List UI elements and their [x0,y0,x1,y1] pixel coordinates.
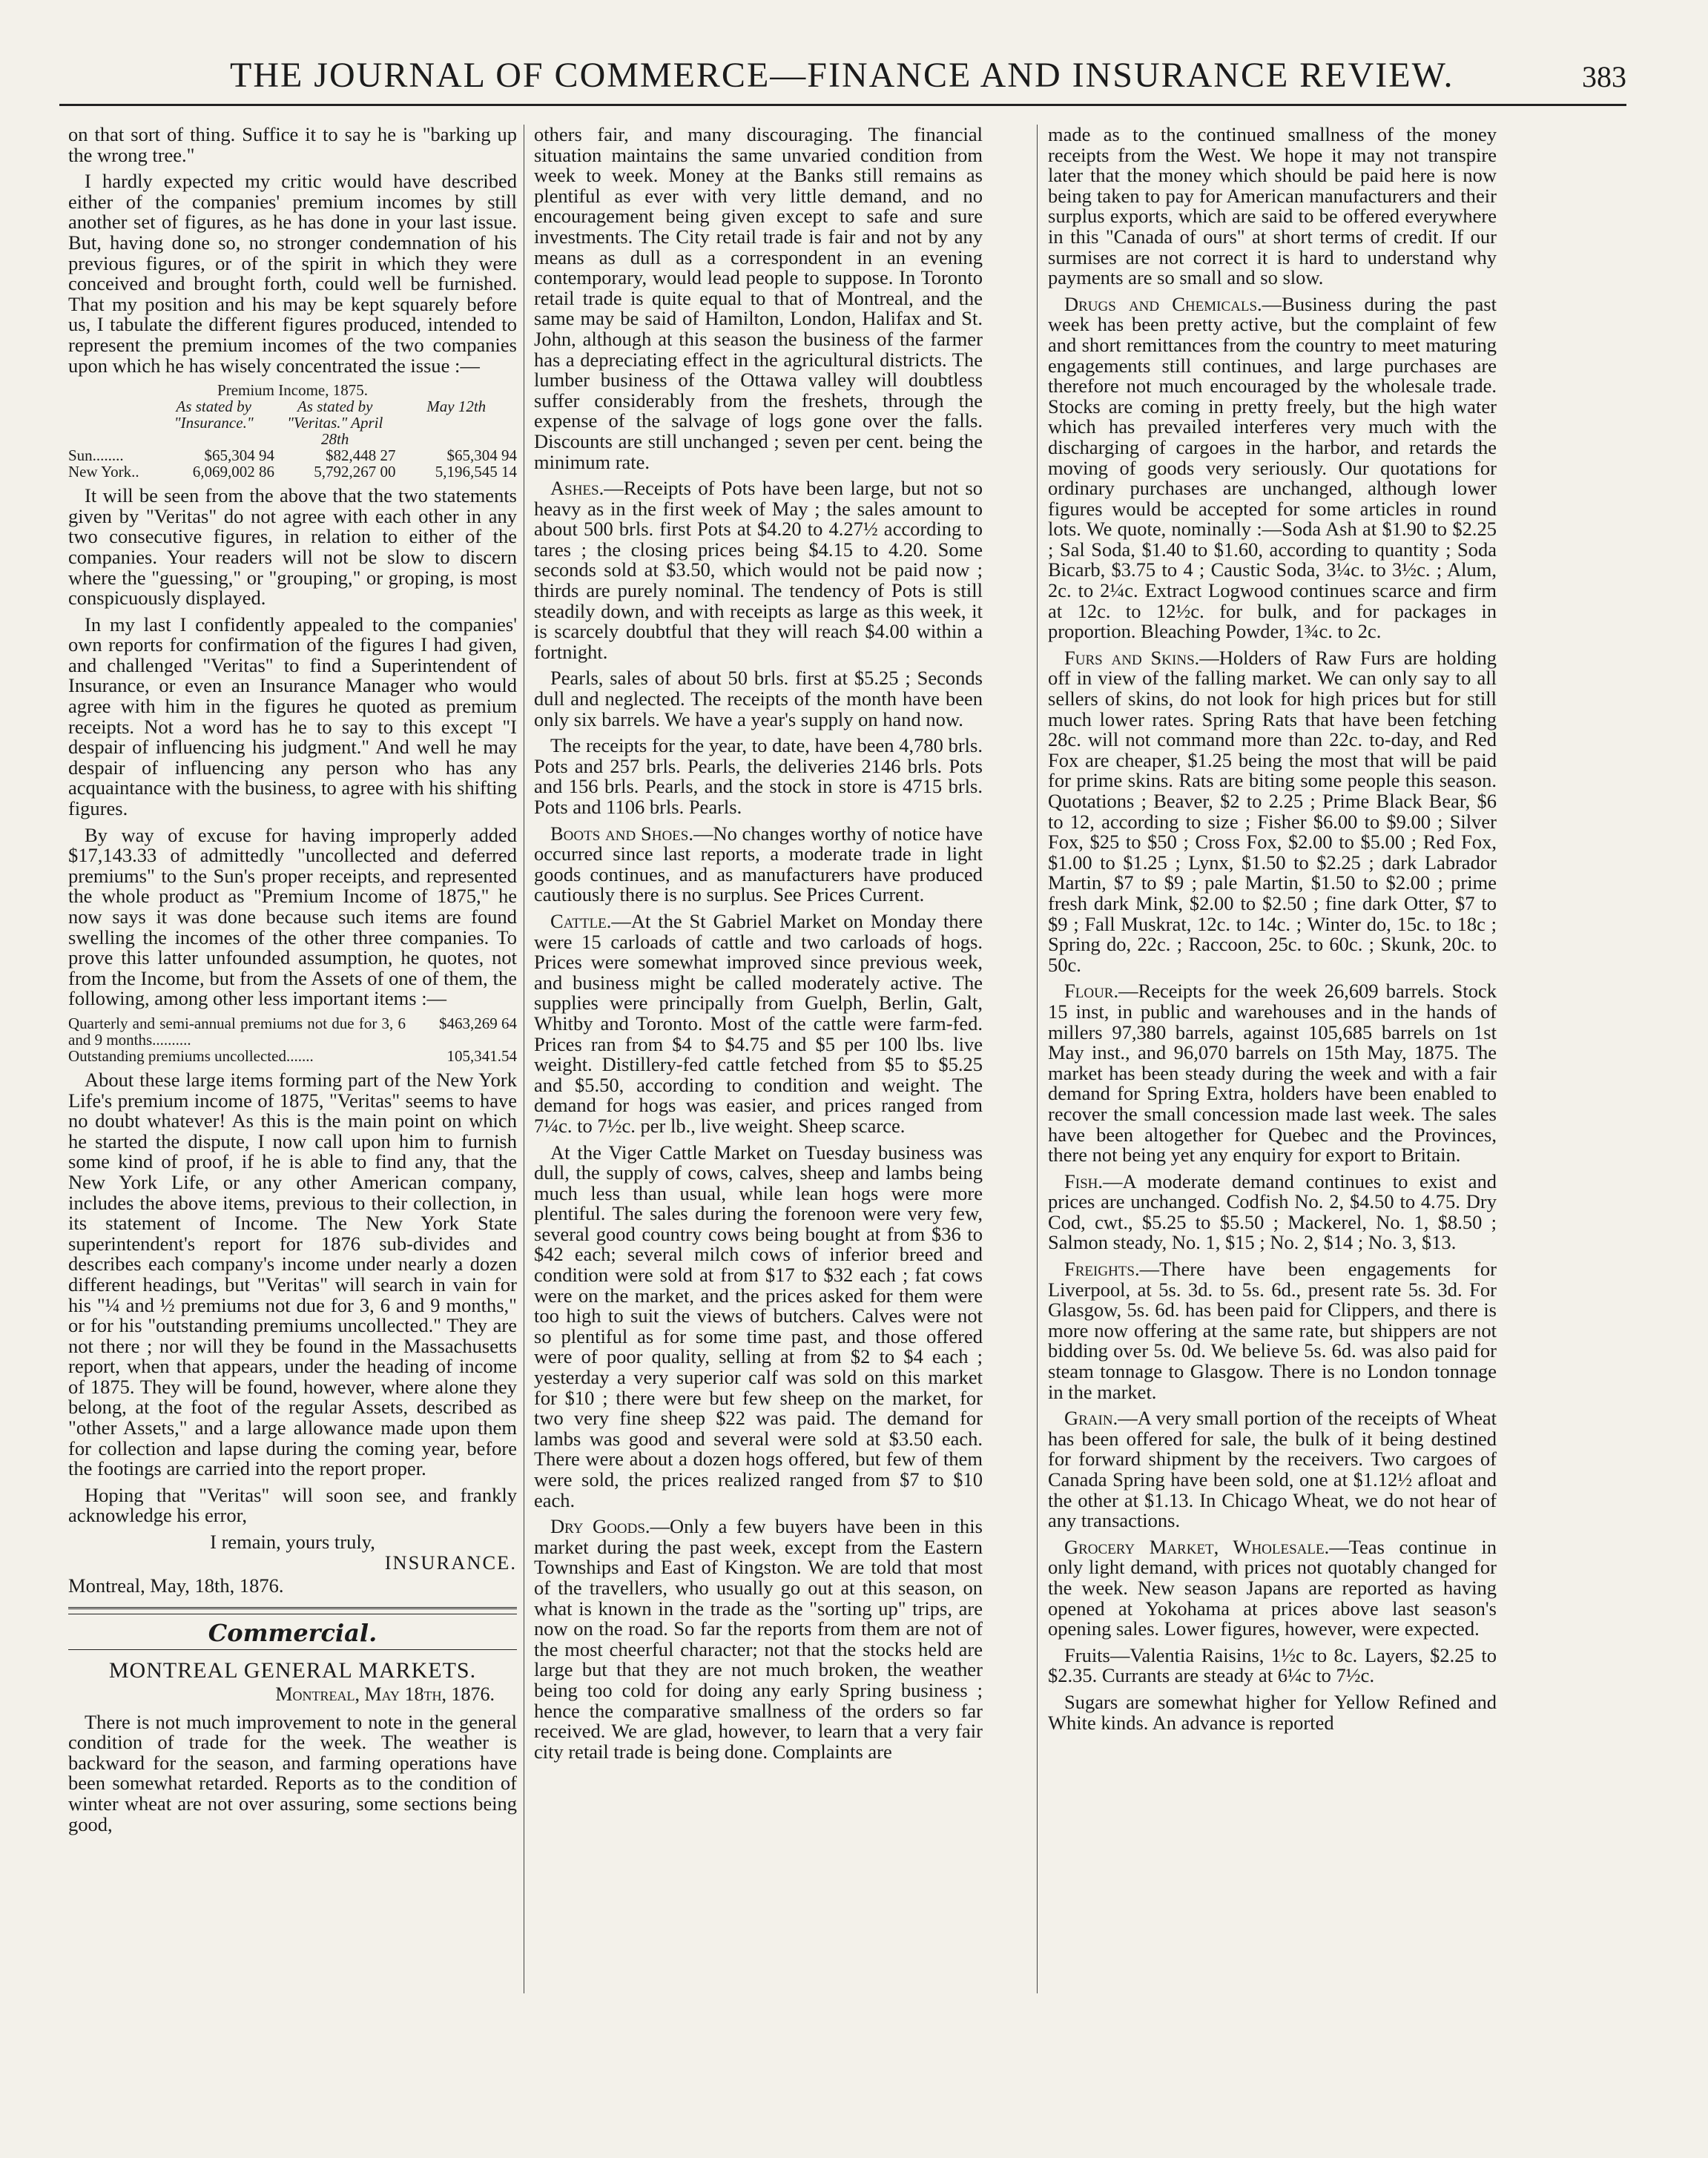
journal-title: THE JOURNAL OF COMMERCE—FINANCE AND INSURANCE REVIEW. [230,56,1454,95]
column-3 [1048,125,1497,1739]
item-description: Outstanding premiums uncollected....... [68,1046,314,1065]
paragraph-freights [1048,1259,1497,1402]
paragraph-body: —Teas continue in only light demand, with prices not quotably changed for the week. New season Japans are reported as having opened at Yokohama at prices above last season's opening sales. Lower figures, however, were expected. [1048,1535,1497,1640]
paragraph: Fruits—Valentia Raisins, 1½c to 8c. Layers, $2.25 to $2.35. Currants are steady at 6¼c to 7½c. [1048,1643,1497,1687]
assets-items [68,1015,517,1064]
item-value: 105,341.54 [446,1046,517,1065]
paragraph-body: —No changes worthy of notice have occurred since last reports, a moderate trade in light goods continues, and as manufacturers have produced cautiously there is no surplus. See Prices Current. [534,822,983,906]
dateline: Montreal, May, 18th, 1876. [68,1574,284,1597]
article-headline: MONTREAL GENERAL MARKETS. [108,1658,477,1683]
paragraph: The receipts for the year, to date, have been 4,780 brls. Pots and 257 brls. Pearls, the deliveries 2146 brls. Pots and 156 brls. Pearls, and the stock in store is 4715 brls. Pots and 1106 brls. Pearls. [534,734,983,818]
paragraph-lead: Grain. [1064,1407,1118,1430]
paragraph: In my last I confidently appealed to the companies' own reports for confirmation of the figures I had given, and challenged "Veritas" to find a Superintendent of Insurance, or even an Insurance Manager who would agree with him in the figures he quoted as premium receipts. Not a word has he to say to this except "I despair of influencing his judgment." And well he may despair of influencing any person who has any acquaintance with the business, to agree with his shifting figures. [68,613,517,820]
list-item [68,1015,517,1048]
paragraph-ashes [534,478,983,662]
paragraph: Pearls, sales of about 50 brls. first at $5.25 ; Seconds dull and neglected. The receipts of the month have been only six barrels. We have a year's supply on hand now. [534,667,983,730]
paragraph: There is not much improvement to note in the general condition of trade for the week. The weather is backward for the season, and farming operations have been somewhat retarded. Reports as to the condition of winter wheat are not over assuring, some sections being good, [68,1710,517,1835]
paragraph-body: —Holders of Raw Furs are holding off in view of the falling market. We can only say to all sellers of skins, do not look for high prices but for still much lower rates. Spring Rats that have been fetching 28c. will not command more than 22c. to-day, and Red Fox are cheaper, $1.25 being the most that will be paid for prime skins. Rats are biting some people this season. Quotations ; Beaver, $2 to 2.25 ; Prime Black Bear, $6 to 12, according to size ; Fisher $6.00 to $9.00 ; Silver Fox, $25 to $50 ; Cross Fox, $2.00 to $5.00 ; Red Fox, $1.00 to $1.25 ; Lynx, $1.50 to $2.25 ; dark Labrador Martin, $7 to $9 ; pale Martin, $1.50 to $2.00 ; prime fresh dark Mink, $2.00 to $2.50 ; fine dark Otter, $7 to $9 ; Fall Muskrat, 12c. to 14c. ; Winter do, 15c. to 18c ; Spring do, 22c. ; Raccoon, 25c. to 60c. ; Skunk, 20c. to 50c. [1048,646,1497,976]
paragraph-lead: Ashes. [550,477,604,500]
paragraph-fish [1048,1169,1497,1254]
paragraph: on that sort of thing. Suffice it to say he is "barking up the wrong tree." [68,123,517,166]
table-header-cell: As stated by "Veritas." April 28th [287,397,383,449]
paragraph: At the Viger Cattle Market on Tuesday business was dull, the supply of cows, calves, sheep and lambs being much less than usual, while lean hogs were more plentiful. The sales during the forenoon were very few, several good country cows being bought at from $36 to $42 each; several milch cows of inferior breed and condition were sold at from $17 to $32 each ; fat cows were on the market, and the prices asked for them were too high to suit the views of butchers. Calves were not so plentiful as for some time past, and those offered were of poor quality, selling at from $2 to $4 each ; yesterday a very superior calf was sold on this market for $10 ; there were but few sheep on the market, for two very fine sheep $22 was paid. The demand for lambs was good and several were sold at $3.50 each. There were about a dozen hogs offered, but few of them were sold, the prices realized ranged from $7 to $10 each. [534,1141,983,1511]
paragraph-boots [534,824,983,905]
paragraph-body: —Receipts for the week 26,609 barrels. Stock 15 inst, in public and warehouses and in the hands of millers 97,380 barrels, against 105,685 barrels on 1st May inst., and 96,070 barrels on 15th May, 1875. The market has been steady during the week and with a fair demand for Spring Extra, holders have been enabled to recover the small concession made last week. The sales have been altogether for Quebec and the Provinces, there not being yet any enquiry for export to Britain. [1048,980,1497,1167]
paragraph: By way of excuse for having improperly added $17,143.33 of admittedly "uncollected and deferred premiums" to the Sun's proper receipts, and represented the whole product as "Premium Income of 1875," he now says it was done because such items are found swelling the incomes of the other three companies. To prove this latter unfounded assumption, he quotes, not from the Income, but from the Assets of one of them, the following, among other less important items :— [68,823,517,1010]
paragraph-body: —At the St Gabriel Market on Monday there were 15 carloads of cattle and two carloads of hogs. Prices were somewhat improved since previous week, and business might be called moderately active. The supplies were principally from Guelph, Berlin, Galt, Whitby and Toronto. Most of the cattle were farm-fed. Prices ran from $4 to $4.75 and $5 per 100 lbs. live weight. Distillery-fed cattle fetched from $5 to $5.25 and $5.50, according to condition and weight. The demand for hogs was easier, and prices ranged from 7¼c. to 7½c. per lb., live weight. Sheep scarce. [534,909,983,1137]
paragraph-lead: Boots and Shoes. [550,822,693,845]
paragraph-body: —There have been engagements for Liverpool, at 5s. 3d. to 5s. 6d., present rate 5s. 3d. For Glasgow, 5s. 6d. has been paid for Clippers, and there is more now offering at the same rate, but shippers are not bidding over 5s. 0d. We believe 5s. 6d. was also paid for steam tonnage to Glasgow. There is no London tonnage in the market. [1048,1258,1497,1403]
paragraph-lead: Freights. [1064,1258,1140,1281]
table-cell: $65,304 94 [446,446,517,465]
paragraph-body: —A very small portion of the receipts of Wheat has been offered for sale, the bulk of it being destined for forward shipment by the receivers. Two cargoes of Canada Spring have been sold, one at $1.12½ afloat and the other at $1.13. In Chicago Wheat, we do not hear of any transactions. [1048,1407,1497,1532]
paragraph: Hoping that "Veritas" will soon see, and frankly acknowledge his error, [68,1483,517,1527]
paragraph-body: —A moderate demand continues to exist and prices are unchanged. Codfish No. 2, $4.50 to 4.75. Dry Cod, cwt., $5.25 to $5.50 ; Mackerel, No. 1, $8.50 ; Salmon steady, No. 1, $15 ; No. 2, $14 ; No. 3, $13. [1048,1169,1497,1254]
table-header [68,398,517,447]
table-row [68,463,517,480]
paragraph-cattle [534,911,983,1137]
premium-income-table [68,382,517,480]
paragraph-furs [1048,648,1497,976]
paragraph-body: —Only a few buyers have been in this market during the past week, except from the Eastern Townships and East of Kingston. We are told that most of the travellers, who usually go out at this season, on what is known in the trade as the "sorting up" trips, are now on the road. So far the reports from them are not of the most cheerful character; not that the stocks held are large but that they are not much broken, the weather being too cold for doing any early Spring business ; hence the comparative smallness of the orders so far received. We are glad, however, to learn that a very fair city retail trade is being done. Complaints are [534,1515,983,1763]
column-2 [534,125,983,1768]
letter-closing [68,1532,517,1597]
signature: INSURANCE. [384,1551,517,1574]
list-item [68,1048,517,1064]
table-cell: 5,792,267 00 [314,463,396,481]
paragraph: others fair, and many discouraging. The financial situation maintains the same unvaried condition from week to week. Money at the Banks still remains as plentiful as ever with very little demand, and no encouragement being given except to safe and sure investments. The City retail trade is fair and not by any means as dull as a correspondent in an evening contemporary, would lead people to suppose. In Toronto retail trade is quite equal to that of Montreal, and the same may be said of Hamilton, London, Halifax and St. John, although at this season the business of the farmer has a depreciating effect in the agricultural districts. The lumber business of the Ottawa valley will doubtless suffer considerably from the freshets, through the expense of the salvage of logs gone over the falls. Discounts are still unchanged ; seven per cent. being the minimum rate. [534,123,983,473]
column-1 [68,125,517,1841]
paragraph-lead: Flour. [1064,980,1119,1003]
paragraph-lead: Drugs and Chemicals. [1064,292,1262,315]
paragraph-lead: Fish. [1064,1169,1103,1192]
paragraph-body: —Receipts of Pots have been large, but not so heavy as in the first week of May ; the sales amount to about 500 brls. first Pots at $4.20 to 4.27½ according to tares ; the closing prices being $4.15 to 4.20. Some seconds sold at $3.50, which would not be paid now ; thirds are purely nominal. The tendency of Pots is still steadily down, and with receipts as large as this week, it is scarcely doubtful that they will reach $4.00 within a fortnight. [534,477,983,663]
table-header-cell: As stated by "Insurance." [174,397,254,432]
page-number: 383 [1582,60,1626,93]
paragraph: made as to the continued smallness of the money receipts from the West. We hope it may not transpire later that the money which should be paid here is now being taken to pay for American manufacturers and their surplus exports, which are said to be offered everywhere in this "Canada of ours" at short terms of credit. If our surmises are not correct it is hard to understand why payments are so small and so slow. [1048,123,1497,289]
table-cell: New York.. [68,463,139,481]
paragraph-lead: Grocery Market, Wholesale. [1064,1535,1330,1558]
paragraph-dry-goods [534,1517,983,1762]
paragraph-grain [1048,1408,1497,1531]
table-title: Premium Income, 1875. [217,381,368,400]
table-header-cell: May 12th [426,397,487,416]
column-rule [1037,125,1038,1993]
closing-line: I remain, yours truly, [210,1531,375,1554]
paragraph-grocery [1048,1537,1497,1640]
table-cell: $82,448 27 [325,446,396,465]
table-cell: 6,069,002 86 [192,463,274,481]
paragraph-flour [1048,981,1497,1165]
paragraph-lead: Dry Goods. [550,1515,650,1538]
table-cell: $65,304 94 [204,446,274,465]
section-heading: Commercial. [208,1618,377,1647]
paragraph: About these large items forming part of the New York Life's premium income of 1875, "Veritas" seems to have no doubt whatever! As this is the main point on which he started the dispute, I now call upon him to furnish some kind of proof, if he is able to find any, that the New York Life, or any other American company, includes the above items, previous to their collection, in its statement of Income. The New York State superintendent's report for 1876 sub-divides and describes each company's income under nearly a dozen different headings, but "Veritas" will search in vain for his "¼ and ½ premiums not due for 3, 6 and 9 months," or for his "outstanding premiums uncollected." They are not there ; nor will they be found in the Massachusetts report, when that appears, under the heading of income of 1875. They will be found, however, where alone they belong, at the foot of the regular Assets, described as "other Assets," and a large allowance made upon them for collection and lapse during the coming year, before the footings are carried into the report proper. [68,1068,517,1480]
item-description: Quarterly and semi-annual premiums not due for 3, 6 and 9 months.......... [68,1014,406,1049]
double-rule [68,1607,517,1614]
item-value: $463,269 64 [439,1014,517,1032]
article-dateline: Montreal, May 18th, 1876. [275,1683,495,1705]
paragraph-body: —Business during the past week has been pretty active, but the complaint of few and short remittances from the country to meet maturing engagements still continues, and large purchases are therefore not much encouraged by the wholesale trade. Stocks are coming in pretty freely, but the high water which has prevailed interferes very much with the discharging of cargoes in the harbor, and retards the moving of goods very seriously. Our quotations for ordinary purchases are unchanged, although lower figures would be accepted for some articles in round lots. We quote, nominally :—Soda Ash at $1.90 to $2.25 ; Sal Soda, $1.40 to $1.60, according to quantity ; Soda Bicarb, $3.75 to 4 ; Caustic Soda, 3¼c. to 3½c. ; Alum, 2c. to 2¼c. Extract Logwood continues scarce and firm at 12c. to 12½c. for bulk, and for packages in proportion. Bleaching Powder, 1¾c. to 2c. [1048,292,1497,643]
paragraph-lead: Cattle. [550,909,612,932]
page-header [59,52,1626,106]
paragraph-lead: Furs and Skins. [1064,646,1200,669]
paragraph: It will be seen from the above that the two statements given by "Veritas" do not agree with each other in any two consecutive figures, in relation to either of the companies. Your readers will not be slow to discern where the "guessing," or "grouping," or groping, is most conspicuously displayed. [68,484,517,610]
paragraph: Sugars are somewhat higher for Yellow Refined and White kinds. An advance is reported [1048,1690,1497,1734]
table-cell: 5,196,545 14 [435,463,517,481]
paragraph-drugs [1048,294,1497,642]
rule [68,1649,517,1650]
table-cell: Sun........ [68,446,124,465]
table-row [68,447,517,463]
paragraph: I hardly expected my critic would have described either of the companies' premium incomes by still another set of figures, as he has done in your last issue. But, having done so, no stronger condemnation of his previous figures, or of the spirit in which they were conceived and brought forth, could well be furnished. That my position and his may be kept squarely before us, I tabulate the different figures produced, intended to represent the premium incomes of the two companies upon which he has wisely concentrated the issue :— [68,170,517,377]
